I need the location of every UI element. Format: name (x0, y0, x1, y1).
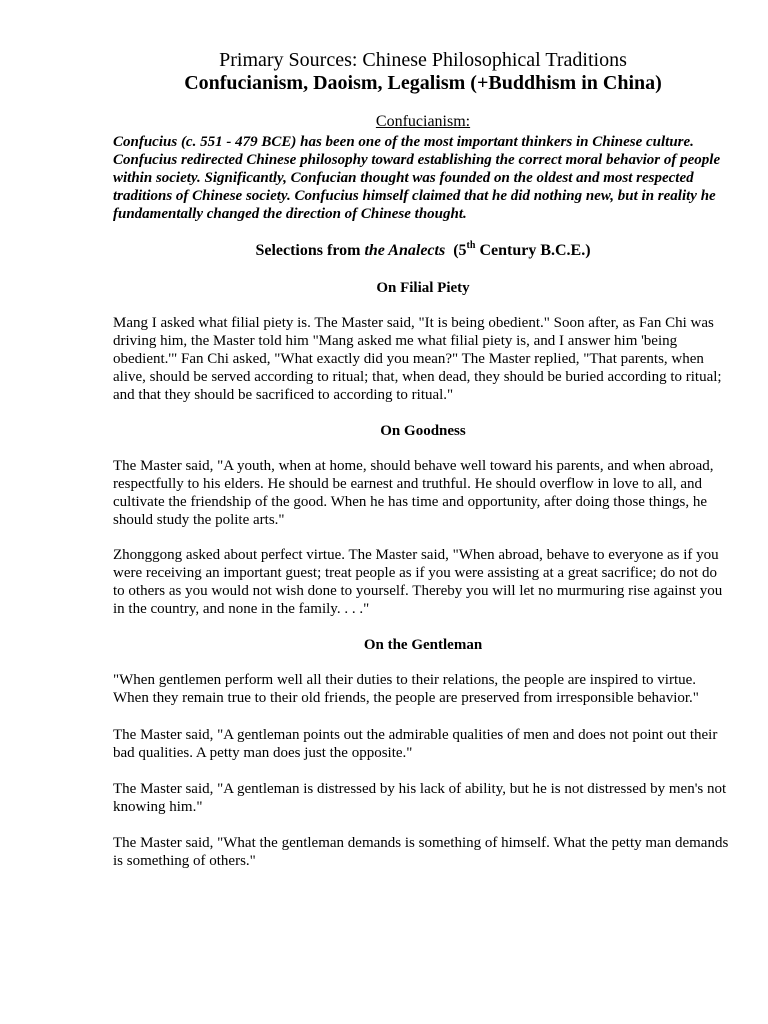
text-line: The Master said, "What the gentleman demands is something of himself. What the petty man demands (113, 835, 729, 851)
document-title: Primary Sources: Chinese Philosophical Traditions (219, 49, 627, 71)
section-heading-text: Confucianism: (375, 113, 471, 130)
text-line: is something of others." (113, 853, 256, 869)
topic-heading-filial-piety: On Filial Piety (376, 280, 470, 296)
text-line: Zhonggong asked about perfect virtue. The Master said, "When abroad, behave to everyone as if you (113, 547, 719, 563)
text-line: should study the polite arts." (113, 512, 285, 528)
text-line: The Master said, "A gentleman is distressed by his lack of ability, but he is not distressed by men's not (113, 781, 727, 797)
text-line: Mang I asked what filial piety is. The Master said, "It is being obedient." Soon after, as Fan Chi was (113, 315, 714, 331)
intro-line: Confucius redirected Chinese philosophy toward establishing the correct moral behavior of people (113, 152, 721, 168)
intro-line: within society. Significantly, Confucian thought was founded on the oldest and most respected (113, 170, 694, 186)
quote-paragraph (113, 726, 733, 762)
selections-prefix: Selections from (255, 242, 361, 259)
quote-paragraph (113, 457, 733, 529)
text-line: "When gentlemen perform well all their duties to their relations, the people are inspired to virtue. (113, 672, 697, 688)
century-label: Century B.C.E.) (479, 242, 591, 259)
quote-paragraph (113, 780, 733, 816)
text-line: in the country, and none in the family. . . ." (113, 601, 370, 617)
intro-paragraph (113, 133, 733, 223)
text-line: cultivate the friendship of the good. When he has time and opportunity, after doing those things, he (113, 494, 708, 510)
text-line: driving him, the Master told him "Mang asked me what filial piety is, and I answer him 'being (113, 333, 678, 349)
intro-line: Confucius (c. 551 - 479 BCE) has been one of the most important thinkers in Chinese culture. (113, 134, 694, 150)
topic-heading-goodness: On Goodness (380, 423, 466, 439)
century-ordinal-suffix: th (466, 239, 476, 251)
text-line: The Master said, "A youth, when at home, should behave well toward his parents, and when abroad, (113, 458, 714, 474)
text-line: When they remain true to their old friends, the people are preserved from irresponsible behavior." (113, 690, 699, 706)
text-line: The Master said, "A gentleman points out the admirable qualities of men and does not point out their (113, 727, 718, 743)
intro-line: traditions of Chinese society. Confucius himself claimed that he did nothing new, but in reality he (113, 188, 716, 204)
text-line: and that they should be sacrificed to according to ritual." (113, 387, 454, 403)
quote-paragraph (113, 834, 733, 870)
section-heading (113, 112, 733, 132)
text-line: bad qualities. A petty man does just the opposite." (113, 745, 413, 761)
text-line: respectfully to his elders. He should be earnest and truthful. He should overflow in love to all, and (113, 476, 703, 492)
text-line: obedient.'" Fan Chi asked, "What exactly did you mean?" The Master replied, "That parents, when (113, 351, 704, 367)
text-line: were receiving an important guest; treat people as if you were assisting at a great sacrifice; do not do (113, 565, 717, 581)
topic-heading-gentleman: On the Gentleman (363, 637, 483, 653)
document-subtitle: Confucianism, Daoism, Legalism (+Buddhism in China) (184, 72, 662, 94)
intro-line: fundamentally changed the direction of Chinese thought. (113, 206, 467, 222)
text-line: knowing him." (113, 799, 203, 815)
century-number: (5 (453, 242, 467, 259)
text-line: alive, should be served according to ritual; that, when dead, they should be buried according to ritual; (113, 369, 722, 385)
quote-paragraph (113, 314, 733, 404)
selections-heading (113, 240, 733, 262)
quote-paragraph (113, 671, 733, 707)
work-title: the Analects (364, 242, 446, 259)
text-line: to others as you would not wish done to yourself. Thereby you will let no murmuring rise against you (113, 583, 723, 599)
quote-paragraph (113, 546, 733, 618)
